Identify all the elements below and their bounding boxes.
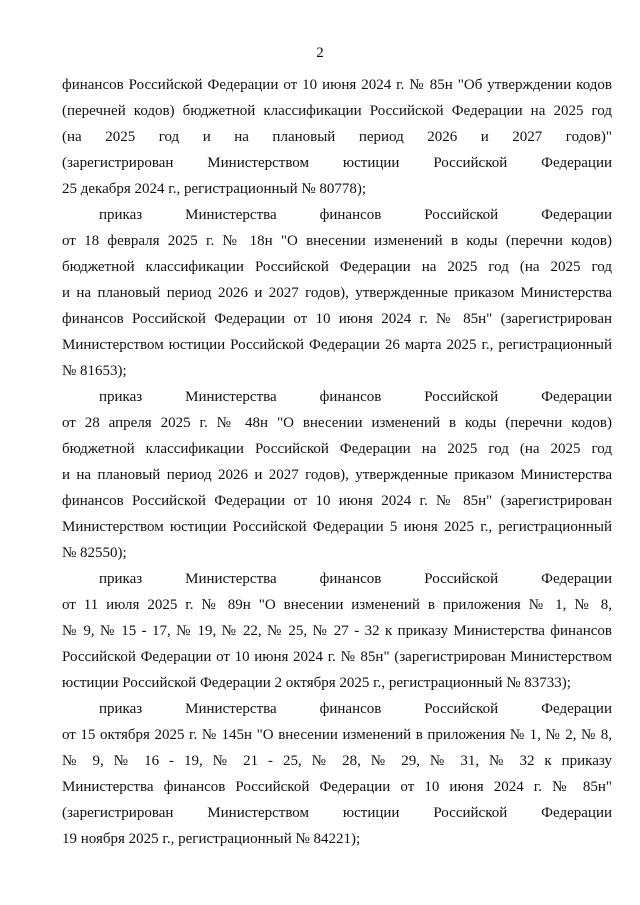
text-line: финансов Российской Федерации от 10 июня 2024 г. № 85н "Об утверждении кодов — [62, 77, 612, 93]
text-line: Российской Федерации от 10 июня 2024 г. № 85н" (зарегистрирован Министерством — [62, 649, 612, 665]
text-line: (зарегистрирован Министерством юстиции Российской Федерации — [62, 155, 612, 171]
text-line: Министерством юстиции Российской Федерации 26 марта 2025 г., регистрационный — [62, 337, 612, 353]
text-line: от 11 июля 2025 г. № 89н "О внесении изменений в приложения № 1, № 8, — [62, 597, 612, 613]
text-line: от 28 апреля 2025 г. № 48н "О внесении изменений в коды (перечни кодов) — [62, 415, 612, 431]
text-line: (перечней кодов) бюджетной классификации Российской Федерации на 2025 год — [62, 103, 612, 119]
text-line: № 9, № 15 - 17, № 19, № 22, № 25, № 27 - 32 к приказу Министерства финансов — [62, 623, 612, 639]
text-line: приказ Министерства финансов Российской Федерации — [99, 207, 612, 223]
text-line: от 18 февраля 2025 г. № 18н "О внесении изменений в коды (перечни кодов) — [62, 233, 612, 249]
text-line: (на 2025 год и на плановый период 2026 и 2027 годов)" — [62, 129, 612, 145]
text-line: приказ Министерства финансов Российской Федерации — [99, 571, 612, 587]
text-line: от 15 октября 2025 г. № 145н "О внесении изменений в приложения № 1, № 2, № 8, — [62, 727, 612, 743]
text-line: бюджетной классификации Российской Федерации на 2025 год (на 2025 год — [62, 441, 612, 457]
text-line: приказ Министерства финансов Российской Федерации — [99, 389, 612, 405]
text-line: юстиции Российской Федерации 2 октября 2025 г., регистрационный № 83733); — [62, 675, 571, 691]
text-line: и на плановый период 2026 и 2027 годов), утвержденные приказом Министерства — [62, 467, 612, 483]
text-line: № 9, № 16 - 19, № 21 - 25, № 28, № 29, № 31, № 32 к приказу — [62, 753, 612, 769]
text-line: Министерством юстиции Российской Федерации 5 июня 2025 г., регистрационный — [62, 519, 612, 535]
text-line: (зарегистрирован Министерством юстиции Российской Федерации — [62, 805, 612, 821]
text-line: бюджетной классификации Российской Федерации на 2025 год (на 2025 год — [62, 259, 612, 275]
text-line: 25 декабря 2024 г., регистрационный № 80778); — [62, 181, 367, 197]
text-line: Министерства финансов Российской Федерации от 10 июня 2024 г. № 85н" — [62, 779, 612, 795]
text-line: № 81653); — [62, 363, 127, 379]
text-line: 19 ноября 2025 г., регистрационный № 84221); — [62, 831, 361, 847]
text-line: и на плановый период 2026 и 2027 годов), утвержденные приказом Министерства — [62, 285, 612, 301]
text-line: финансов Российской Федерации от 10 июня 2024 г. № 85н" (зарегистрирован — [62, 493, 612, 509]
text-line: финансов Российской Федерации от 10 июня 2024 г. № 85н" (зарегистрирован — [62, 311, 612, 327]
text-line: № 82550); — [62, 545, 127, 561]
text-line: приказ Министерства финансов Российской Федерации — [99, 701, 612, 717]
page-number: 2 — [316, 45, 324, 61]
